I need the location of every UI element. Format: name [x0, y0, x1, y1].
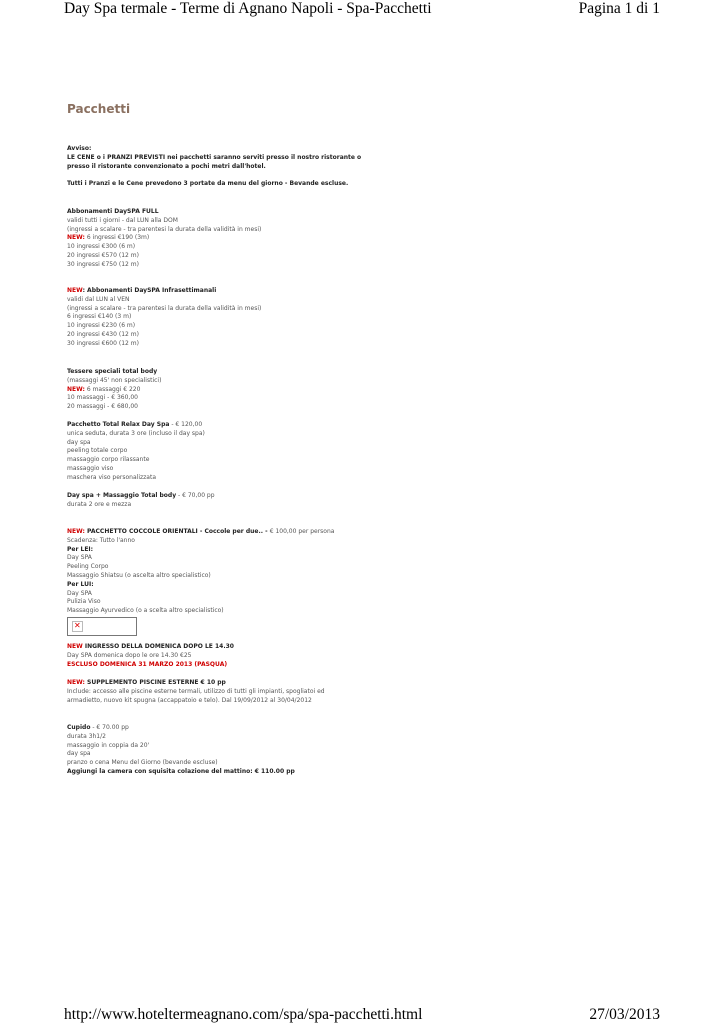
package-title: SUPPLEMENTO PISCINE ESTERNE € 10 pp: [84, 679, 226, 686]
package-title: PACCHETTO COCCOLE ORIENTALI - Coccole per due.. -: [84, 528, 270, 535]
package-line: 20 ingressi €570 (12 m): [67, 251, 139, 259]
package-line: durata 2 ore e mezza: [67, 500, 132, 508]
new-badge: NEW: [67, 287, 83, 294]
package-massaggio: [67, 492, 357, 510]
package-line: 30 ingressi €600 (12 m): [67, 339, 139, 347]
page-title: Pacchetti: [67, 102, 131, 116]
new-badge: NEW:: [67, 679, 85, 686]
package-line: Massaggio Ayurvedico (o a scelta altro specialistico): [67, 607, 224, 615]
package-line: 20 ingressi €430 (12 m): [67, 330, 139, 338]
package-line: 10 massaggi - € 360,00: [67, 394, 138, 402]
package-line: Aggiungi la camera con squisita colazione del mattino: € 110.00 pp: [67, 767, 295, 775]
package-line: day spa: [67, 750, 91, 758]
package-line: (ingressi a scalare - tra parentesi la durata della validità in mesi): [67, 225, 262, 233]
package-price: - € 70.00 pp: [90, 724, 129, 731]
broken-image: [67, 617, 137, 636]
package-line: massaggio corpo rilassante: [67, 456, 150, 464]
package-line: 6 ingressi €190 (3m): [84, 234, 150, 242]
package-line: 20 massaggi - € 680,00: [67, 403, 138, 411]
package-warning: ESCLUSO DOMENICA 31 MARZO 2013 (PASQUA): [67, 660, 228, 668]
package-line: massaggio viso: [67, 464, 114, 472]
package-line: durata 3h1/2: [67, 732, 106, 740]
package-line: pranzo o cena Menu del Giorno (bevande escluse): [67, 759, 218, 767]
package-line: 30 ingressi €750 (12 m): [67, 260, 139, 268]
package-line: armadietto, nuovo kit spugna (accappatoio e telo). Dal 19/09/2012 al 30/04/2012: [67, 696, 312, 704]
package-line: Scadenza: Tutto l'anno: [67, 536, 135, 544]
package-title: : Abbonamenti DaySPA Infrasettimanali: [82, 287, 217, 294]
print-date: 27/03/2013: [589, 1006, 660, 1023]
package-line: massaggio in coppia da 20': [67, 741, 150, 749]
avviso-line: presso il ristorante convenzionato a pochi metri dall'hotel.: [67, 162, 266, 170]
new-badge: NEW:: [67, 385, 85, 393]
package-subtitle: Per LUI:: [67, 580, 94, 588]
package-line: Peeling Corpo: [67, 563, 109, 571]
package-total-relax: [67, 421, 357, 483]
package-line: maschera viso personalizzata: [67, 473, 156, 481]
package-line: unica seduta, durata 3 ore (incluso il day spa): [67, 429, 205, 437]
package-domenica: [67, 643, 357, 669]
package-title: Abbonamenti DaySPA FULL: [67, 208, 159, 215]
package-tessere: [67, 368, 357, 412]
package-line: 6 ingressi €140 (3 m): [67, 313, 132, 321]
package-infrasettimanali: [67, 287, 357, 349]
package-line: Massaggio Shiatsu (o ascelta altro specialistico): [67, 571, 211, 579]
package-line: validi dal LUN al VEN: [67, 295, 130, 303]
package-price: € 100,00 per persona: [269, 528, 335, 535]
package-line: (massaggi 45' non specialistici): [67, 376, 162, 384]
package-line: day spa: [67, 438, 91, 446]
package-title: INGRESSO DELLA DOMENICA DOPO LE 14.30: [82, 643, 234, 650]
avviso-note: Tutti i Pranzi e le Cene prevedono 3 portate da menu del giorno - Bevande escluse.: [67, 180, 349, 188]
package-subtitle: Per LEI:: [67, 545, 94, 553]
new-badge: NEW: [67, 643, 83, 650]
package-line: 6 massaggi € 220: [84, 385, 141, 393]
package-line: Pulizia Viso: [67, 598, 101, 606]
package-line: 10 ingressi €300 (6 m): [67, 243, 136, 251]
package-cupido: [67, 724, 357, 777]
avviso-block: [67, 145, 362, 189]
package-price: - € 70,00 pp: [176, 492, 215, 499]
package-line: Day SPA: [67, 589, 92, 597]
package-line: Day SPA: [67, 554, 92, 562]
package-title: Day spa + Massaggio Total body: [67, 492, 177, 499]
package-line: Include: accesso alle piscine esterne termali, utilizzo di tutti gli impianti, spogliatoi ed: [67, 687, 325, 695]
broken-image-icon: [72, 621, 83, 632]
page-number: Pagina 1 di 1: [578, 0, 660, 17]
print-title: Day Spa termale - Terme di Agnano Napoli - Spa-Pacchetti: [64, 0, 432, 17]
package-title: Pacchetto Total Relax Day Spa: [67, 421, 170, 428]
avviso-label: Avviso:: [67, 145, 92, 152]
print-footer: [64, 1006, 660, 1026]
package-piscine: [67, 679, 357, 705]
package-full: [67, 208, 357, 270]
package-line: validi tutti i giorni - dal LUN alla DOM: [67, 216, 178, 224]
new-badge: NEW:: [67, 234, 85, 242]
package-line: (ingressi a scalare - tra parentesi la durata della validità in mesi): [67, 304, 262, 312]
package-title: Tessere speciali total body: [67, 368, 158, 375]
print-header: [64, 0, 660, 20]
spacer: [67, 171, 357, 180]
package-line: Day SPA domenica dopo le ore 14.30 €25: [67, 651, 192, 659]
page-url: http://www.hoteltermeagnano.com/spa/spa-pacchetti.html: [64, 1006, 423, 1023]
package-line: 10 ingressi €230 (6 m): [67, 322, 136, 330]
package-line: peeling totale corpo: [67, 447, 128, 455]
package-price: - € 120,00: [169, 421, 203, 428]
package-coccole: [67, 528, 357, 616]
package-title: Cupido: [67, 724, 91, 731]
new-badge: NEW:: [67, 528, 85, 535]
avviso-line: LE CENE o i PRANZI PREVISTI nei pacchetti saranno serviti presso il nostro ristorante o: [67, 153, 362, 161]
